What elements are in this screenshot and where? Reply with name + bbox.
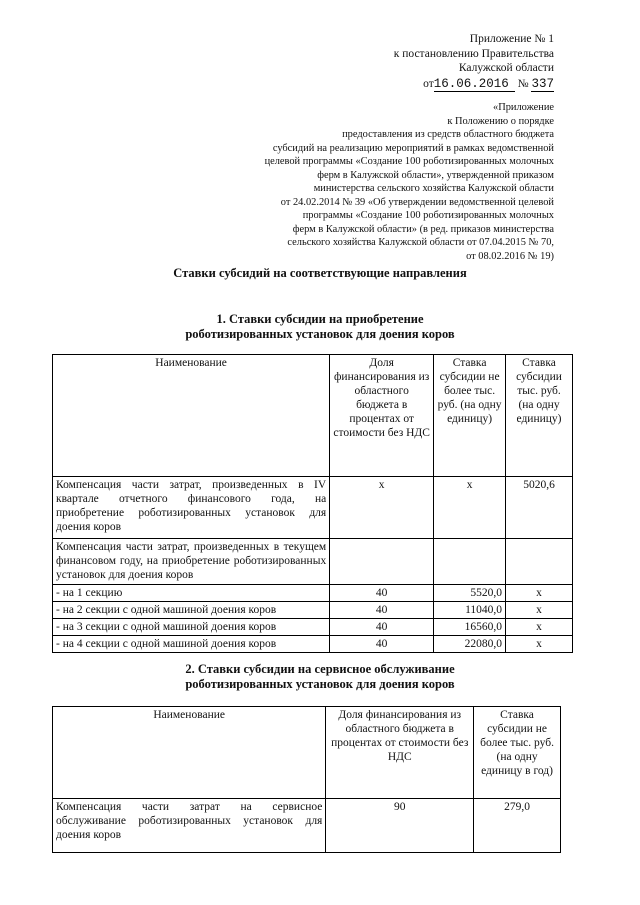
row-name: Компенсация части затрат, произведенных в IV квартале отчетного финансового года, на приобретение роботизированных установок для доения коров xyxy=(53,477,330,539)
row-rate: x xyxy=(506,636,573,653)
row-rate xyxy=(506,539,573,585)
reference-line: министерства сельского хозяйства Калужской области xyxy=(313,183,554,194)
section2-title-line1: 2. Ставки субсидии на сервисное обслуживание xyxy=(185,662,455,676)
reference-line: «Приложение xyxy=(493,102,554,113)
main-title: Ставки субсидий на соответствующие направления xyxy=(173,266,467,280)
row-share: 40 xyxy=(330,602,434,619)
row-rate: x xyxy=(506,585,573,602)
row-max-rate: 5520,0 xyxy=(434,585,506,602)
header-rate: Ставка субсидии тыс. руб. (на одну единицу) xyxy=(506,355,573,477)
row-share: 90 xyxy=(326,799,474,853)
row-name: Компенсация части затрат, произведенных в текущем финансовом году, на приобретение роботизированных установок для доения коров xyxy=(53,539,330,585)
subsidy-table-1 xyxy=(52,354,573,653)
row-name: - на 1 секцию xyxy=(53,585,330,602)
section1-title-line1: 1. Ставки субсидии на приобретение xyxy=(216,312,424,326)
row-share: x xyxy=(330,477,434,539)
row-max-rate: x xyxy=(434,477,506,539)
header-share: Доля финансирования из областного бюджета в процентах от стоимости без НДС xyxy=(330,355,434,477)
table-row xyxy=(53,602,573,619)
table-row xyxy=(53,619,573,636)
subsidy-table-2 xyxy=(52,706,561,853)
header-share: Доля финансирования из областного бюджета в процентах от стоимости без НДС xyxy=(326,707,474,799)
row-rate: 5020,6 xyxy=(506,477,573,539)
reference-line: субсидий на реализацию мероприятий в рамках ведомственной xyxy=(272,142,554,154)
appendix-header xyxy=(394,32,554,91)
section2-title-line2: роботизированных установок для доения коров xyxy=(185,677,455,691)
reference-line: ферм в Калужской области» (в ред. приказов министерства xyxy=(292,223,554,235)
row-name: - на 4 секции с одной машиной доения коров xyxy=(53,636,330,653)
reference-line: от 24.02.2014 № 39 «Об утверждении ведомственной целевой xyxy=(280,196,554,208)
reference-line: к Положению о порядке xyxy=(447,115,554,127)
section1-title xyxy=(0,312,640,342)
date-prefix: от xyxy=(423,77,434,90)
reference-line: сельского хозяйства Калужской области от 07.04.2015 № 70, xyxy=(287,237,554,248)
table-row xyxy=(53,477,573,539)
reference-line: программы «Создание 100 роботизированных молочных xyxy=(302,210,554,221)
header-name: Наименование xyxy=(53,707,326,799)
reference-line: от 08.02.2016 № 19) xyxy=(466,250,554,262)
row-share: 40 xyxy=(330,585,434,602)
row-max-rate xyxy=(434,539,506,585)
row-rate: 279,0 xyxy=(474,799,561,853)
appendix-line1: Приложение № 1 xyxy=(469,33,554,45)
table-row xyxy=(53,636,573,653)
row-name: Компенсация части затрат на сервисное обслуживание роботизированных установок для доения коров xyxy=(53,799,326,853)
row-name: - на 2 секции с одной машиной доения коров xyxy=(53,602,330,619)
row-name: - на 3 секции с одной машиной доения коров xyxy=(53,619,330,636)
header-name: Наименование xyxy=(53,355,330,477)
reference-line: целевой программы «Создание 100 роботизированных молочных xyxy=(264,156,554,167)
row-max-rate: 16560,0 xyxy=(434,619,506,636)
row-share: 40 xyxy=(330,619,434,636)
row-max-rate: 11040,0 xyxy=(434,602,506,619)
row-share: 40 xyxy=(330,636,434,653)
row-rate: x xyxy=(506,602,573,619)
decree-date: 16.06.2016 xyxy=(434,77,515,92)
reference-line: ферм в Калужской области», утвержденной приказом xyxy=(317,169,554,181)
reference-line: предоставления из средств областного бюджета xyxy=(342,129,554,140)
section1-title-line2: роботизированных установок для доения коров xyxy=(185,327,455,341)
appendix-line2: к постановлению Правительства xyxy=(393,47,554,60)
table-row xyxy=(53,585,573,602)
table2-header-row xyxy=(53,707,561,799)
appendix-line3: Калужской области xyxy=(458,62,554,74)
appendix-date-line xyxy=(394,77,554,92)
header-max-rate: Ставка субсидии не более тыс. руб. (на одну единицу) xyxy=(434,355,506,477)
decree-number: 337 xyxy=(531,76,554,91)
table-row xyxy=(53,799,561,853)
reference-block xyxy=(265,101,554,263)
number-prefix: № xyxy=(517,77,529,90)
row-share xyxy=(330,539,434,585)
table1-header-row xyxy=(53,355,573,477)
table-row xyxy=(53,539,573,585)
row-max-rate: 22080,0 xyxy=(434,636,506,653)
section2-title xyxy=(0,662,640,692)
row-rate: x xyxy=(506,619,573,636)
header-rate: Ставка субсидии не более тыс. руб. (на одну единицу в год) xyxy=(474,707,561,799)
